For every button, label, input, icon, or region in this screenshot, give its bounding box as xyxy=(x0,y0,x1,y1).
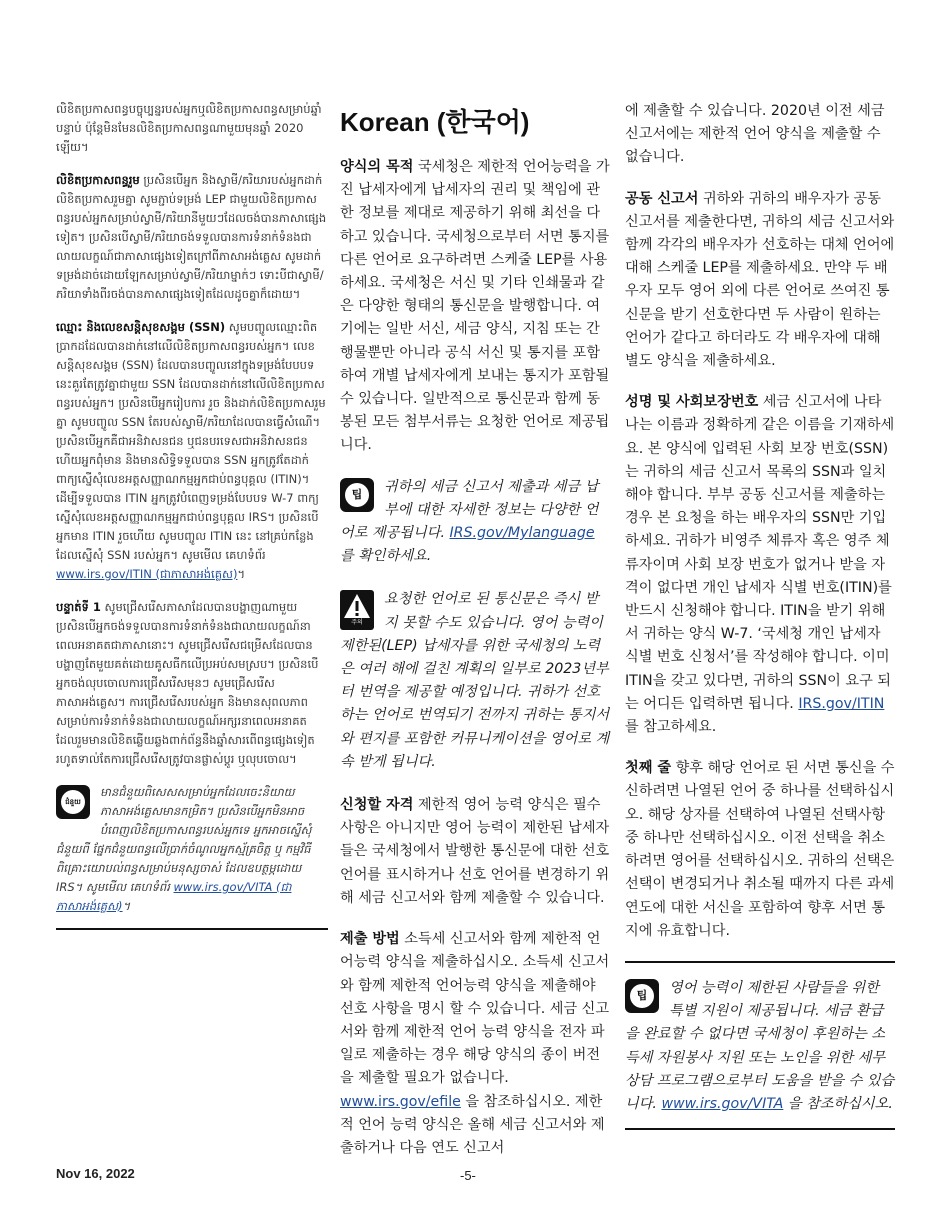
itin-link[interactable]: IRS.gov/ITIN xyxy=(798,695,885,712)
khmer-column xyxy=(56,100,328,950)
korean-column-1 xyxy=(340,100,610,1178)
korean-how-to-file: 제출 방법 소득세 신고서와 함께 제한적 언어능력 양식을 제출하십시오. 소득세 신고서와 함께 제한적 언어능력 양식을 제출해야 선호 사항을 명시 할 수 있습니다. 세금 신고서와 함께 제한적 언어 능력 양식을 전자 파일로 제출하는 경우 해당 양식의 종이 버전을 제출할 필요가 없습니다. www.irs.gov/efile 을 참조하십시오. 제한적 언어 능력 양식은 올해 세금 신고서와 제출하거나 다음 연도 신고서 xyxy=(340,931,610,1156)
khmer-tip-callout: ជំនួយ មានជំនួយពិសេសសម្រាប់អ្នកដែលចេះនិយាយភាសាអង់គ្លេសមានកម្រិត។ ប្រសិនបើអ្នកមិនអាចបំពេញលិខិតប្រកាសពន្ធរបស់អ្នកទេ អ្នកអាចស្នើសុំជំនួយពី ផ្នែកជំនួយពន្ធលើប្រាក់ចំណូលអ្នកស្ម័គ្រចិត្ត ឬ កម្មវិធីពិគ្រោះយោបល់ពន្ធសម្រាប់មនុស្សចាស់ ដែលឧបត្ថម្ភដោយ IRS។ សូមមើល គេហទំព័រ www.irs.gov/VITA (ជាភាសាអង់គ្លេស)។ xyxy=(56,783,328,930)
khmer-intro: លិខិតប្រកាសពន្ធបច្ចុប្បន្នរបស់អ្នកឬលិខិតប្រកាសពន្ធសម្រាប់ឆ្នាំបន្ទាប់ ប៉ុន្តែមិនមែនលិខិតប្រកាសពន្ធណាមួយមុនឆ្នាំ 2020 ឡើយ។ xyxy=(56,102,322,154)
caution-icon: 주의 xyxy=(340,590,374,630)
korean-purpose: 양식의 목적 국세청은 제한적 언어능력을 가진 납세자에게 납세자의 권리 및 책임에 관한 정보를 제대로 제공하기 위해 최선을 다하고 있습니다. 국세청으로부터 서면 통지를 다른 언어로 요구하려면 스케줄 LEP를 사용하세요. 국세청은 서신 및 기타 인쇄물과 같은 다양한 형태의 통신문을 발행합니다. 여기에는 일반 서신, 세금 양식, 지침 또는 간행물뿐만 아니라 공식 서신 및 통지를 포함하여 개별 납세자에게 보내는 통지가 포함될 수 있습니다. 일반적으로 통신문과 함께 동봉된 모든 첨부서류는 요청한 언어로 제공됩니다. xyxy=(340,159,610,454)
eligibility-heading: 신청할 자격 xyxy=(340,797,414,814)
korean-continued: 에 제출할 수 있습니다. 2020년 이전 세금 신고서에는 제한적 언어 양식을 제출할 수 없습니다. xyxy=(625,103,885,166)
korean-name-ssn: 성명 및 사회보장번호 세금 신고서에 나타나는 이름과 정확하게 같은 이름을 기재하세요. 본 양식에 입력된 사회 보장 번호(SSN)는 귀하의 세금 신고서 목록의 SSN과 일치해야 합니다. 부부 공동 신고서를 제출하는 경우 본 요청을 하는 배우자의 SSN만 기입하세요. 귀하가 비영주 체류자 혹은 영주 체류자이며 사회 보장 번호가 없거나 받을 자격이 없다면 개인 납세자 식별 번호(ITIN)를 반드시 신청해야 합니다. ITIN을 받기 위해서 귀하는 양식 W-7. ‘국세청 개인 납세자 식별 번호 신청서’를 작성해야 합니다. 이미 ITIN을 갖고 있다면, 귀하의 SSN이 요구 되는 어디든 입력하면 됩니다. IRS.gov/ITIN 를 참고하세요. xyxy=(625,394,895,736)
tip-callout-1: 팁 귀하의 세금 신고서 제출과 세금 납부에 대한 자세한 정보는 다양한 언어로 제공됩니다. IRS.gov/Mylanguage 를 확인하세요. xyxy=(340,478,599,565)
section-title: Korean (한국어) xyxy=(340,107,530,137)
khmer-ssn-heading: ឈ្មោះ និងលេខសន្តិសុខសង្គម (SSN) xyxy=(56,320,226,334)
vita-link[interactable]: www.irs.gov/VITA xyxy=(661,1095,784,1112)
khmer-name-ssn: ឈ្មោះ និងលេខសន្តិសុខសង្គម (SSN) សូមបញ្ចូលឈ្មោះពិតប្រាកដដែលបានដាក់នៅលើលិខិតប្រកាសពន្ធរបស់អ្នក។ លេខសន្តិសុខសង្គម (SSN) ដែលបានបញ្ចូលនៅក្នុងទម្រង់បែបបទ នេះគួរតែត្រូវគ្នាជាមួយ SSN ដែលបានដាក់នៅលើលិខិតប្រកាសពន្ធរបស់អ្នក។ ប្រសិនបើអ្នករៀបការ រួច និងដាក់លិខិតប្រកាសរួមគ្នា សូមបញ្ចូល SSN តែរបស់ស្វាមី/ភរិយាដែលបានធ្វើសំណើ។ ប្រសិនបើអ្នកគឺជាអនិវាសនជន ឬជនបរទេសជាអនិវាសនជន ហើយអ្នកពុំមាន និងមានសិទ្ធិទទួលបាន SSN អ្នកត្រូវតែដាក់ពាក្យស្នើសុំលេខអត្តសញ្ញាណកម្មអ្នកជាប់ពន្ធបុគ្គល (ITIN)។ ដើម្បីទទួលបាន ITIN អ្នកត្រូវបំពេញទម្រង់បែបបទ W-7 ពាក្យស្នើសុំលេខអត្តសញ្ញាណកម្មអ្នកជាប់ពន្ធបុគ្គល IRS។ ប្រសិនបើអ្នកមាន ITIN រួចហើយ សូមបញ្ចូល ITIN នេះ នៅគ្រប់កន្លែងដែលស្នើសុំ SSN របស់អ្នក។ សូមមើល គេហទំព័រ www.irs.gov/ITIN (ជាភាសាអង់គ្លេស)។ xyxy=(56,320,326,581)
purpose-heading: 양식의 목적 xyxy=(340,159,414,175)
joint-heading: 공동 신고서 xyxy=(625,190,699,207)
khmer-joint-return: លិខិតប្រកាសពន្ធរួម ប្រសិនបើអ្នក និងស្វាមី/ភរិយារបស់អ្នកដាក់លិខិតប្រកាសរួមគ្នា សូមភ្ជាប់ទម្រង់ LEP ជាមួយលិខិតប្រកាសពន្ធរបស់អ្នកសម្រាប់ស្វាមី/ភរិយានីមួយៗដែលចង់បានភាសាផ្សេងទៀត។ ប្រសិនបើស្វាមី/ភរិយាចង់ទទួលបានការទំនាក់ទំនងជាលាយលក្ខណ៍ជាភាសាផ្សេងទៀតក្រៅពីភាសាអង់គ្លេស សូមដាក់ទម្រង់ដាច់ដោយឡែកសម្រាប់ស្វាមី/ភរិយាម្នាក់ៗ ទោះបីជាស្វាមី/ភរិយាទាំងពីរចង់បានភាសាផ្សេងទៀតដែលដូចគ្នាក៏ដោយ។ xyxy=(56,173,327,301)
name-ssn-heading: 성명 및 사회보장번호 xyxy=(625,394,759,411)
khmer-line-1: បន្ទាត់ទី 1 សូមជ្រើសរើសភាសាដែលបានបង្ហាញណាមួយ ប្រសិនបើអ្នកចង់ទទួលបានការទំនាក់ទំនងជាលាយលក្ខណ៍នាពេលអនាគតជាភាសានោះ។ សូមជ្រើសរើសជម្រើសដែលបានបង្ហាញតែមួយគត់ដោយគូសធីកលើប្រអប់សមស្រប។ ប្រសិនបើអ្នកចង់លុបចោលការជ្រើសរើសមុនៗ សូមជ្រើសរើសភាសាអង់គ្លេស។ ការជ្រើសរើសរបស់អ្នក និងមានសុពលភាពសម្រាប់ការទំនាក់ទំនងជាលាយលក្ខណ៍អក្សរនាពេលអនាគតដែលរួមមានលិខិតឆ្លើយឆ្លងពាក់ព័ន្ធនឹងឆ្នាំសារពើពន្ធផ្សេងទៀត រហូតទាល់តែការជ្រើសរើសត្រូវបានផ្លាស់ប្តូរ ឬលុបចោល។ xyxy=(56,600,319,766)
korean-column-2 xyxy=(625,100,895,1150)
khmer-itin-link[interactable]: www.irs.gov/ITIN (ជាភាសាអង់គ្លេស) xyxy=(56,567,238,581)
tip-icon: 팁 xyxy=(625,979,659,1013)
line1-heading: 첫째 줄 xyxy=(625,760,672,777)
khmer-line1-heading: បន្ទាត់ទី 1 xyxy=(56,600,101,614)
khmer-vita-link[interactable]: www.irs.gov/VITA (ជាភាសាអង់គ្លេស) xyxy=(56,880,292,913)
tip-callout-2: 팁 영어 능력이 제한된 사람들을 위한 특별 지원이 제공됩니다. 세금 환급을 완료할 수 없다면 국세청이 후원하는 소득세 자원봉사 지원 또는 노인을 위한 세무 상담 프로그램으로부터 도움을 받을 수 있습니다. www.irs.gov/VITA 을 참조하십시오. xyxy=(625,961,895,1130)
efile-link[interactable]: www.irs.gov/efile xyxy=(340,1093,461,1110)
page-number: -5- xyxy=(460,1168,476,1183)
khmer-joint-heading: លិខិតប្រកាសពន្ធរួម xyxy=(56,173,140,187)
tip-icon: 팁 xyxy=(340,478,374,512)
korean-line-1: 첫째 줄 향후 해당 언어로 된 서면 통신을 수신하려면 나열된 언어 중 하나를 선택하십시오. 해당 상자를 선택하여 나열된 선택사항 중 하나만 선택하십시오. 이전 선택을 취소하려면 영어를 선택하십시오. 귀하의 선택은 선택이 변경되거나 취소될 때까지 다른 과세 연도에 대한 서신을 포함하여 향후 서면 통지에 유효합니다. xyxy=(625,760,895,939)
caution-callout: 주의 요청한 언어로 된 통신문은 즉시 받지 못할 수도 있습니다. 영어 능력이 제한된(LEP) 납세자를 위한 국세청의 노력은 여러 해에 걸친 계획의 일부로 2023년부터 번역을 제공할 예정입니다. 귀하가 선호하는 언어로 번역되기 전까지 귀하는 통지서와 편지를 포함한 커뮤니케이션을 영어로 계속 받게 됩니다. xyxy=(340,591,610,770)
how-to-file-heading: 제출 방법 xyxy=(340,931,400,948)
korean-eligibility: 신청할 자격 제한적 영어 능력 양식은 필수 사항은 아니지만 영어 능력이 제한된 납세자들은 국세청에서 발행한 통신문에 대한 선호 언어를 표시하거나 선호 언어를 변경하기 위해 세금 신고서와 함께 제출할 수 있습니다. xyxy=(340,797,610,906)
tip-icon: ជំនួយ xyxy=(56,785,90,819)
korean-joint-return: 공동 신고서 귀하와 귀하의 배우자가 공동 신고서를 제출한다면, 귀하의 세금 신고서와 함께 각각의 배우자가 선호하는 대체 언어에 대해 스케줄 LEP를 제출하세요. 만약 두 배우자 모두 영어 외에 다른 언어로 쓰여진 통신문을 받기 선호한다면 두 사람이 원하는 언어가 같다고 하더라도 각 배우자에 대해 별도 양식을 제출하세요. xyxy=(625,190,895,370)
mylanguage-link[interactable]: IRS.gov/Mylanguage xyxy=(449,525,595,542)
footer-date: Nov 16, 2022 xyxy=(56,1166,135,1181)
